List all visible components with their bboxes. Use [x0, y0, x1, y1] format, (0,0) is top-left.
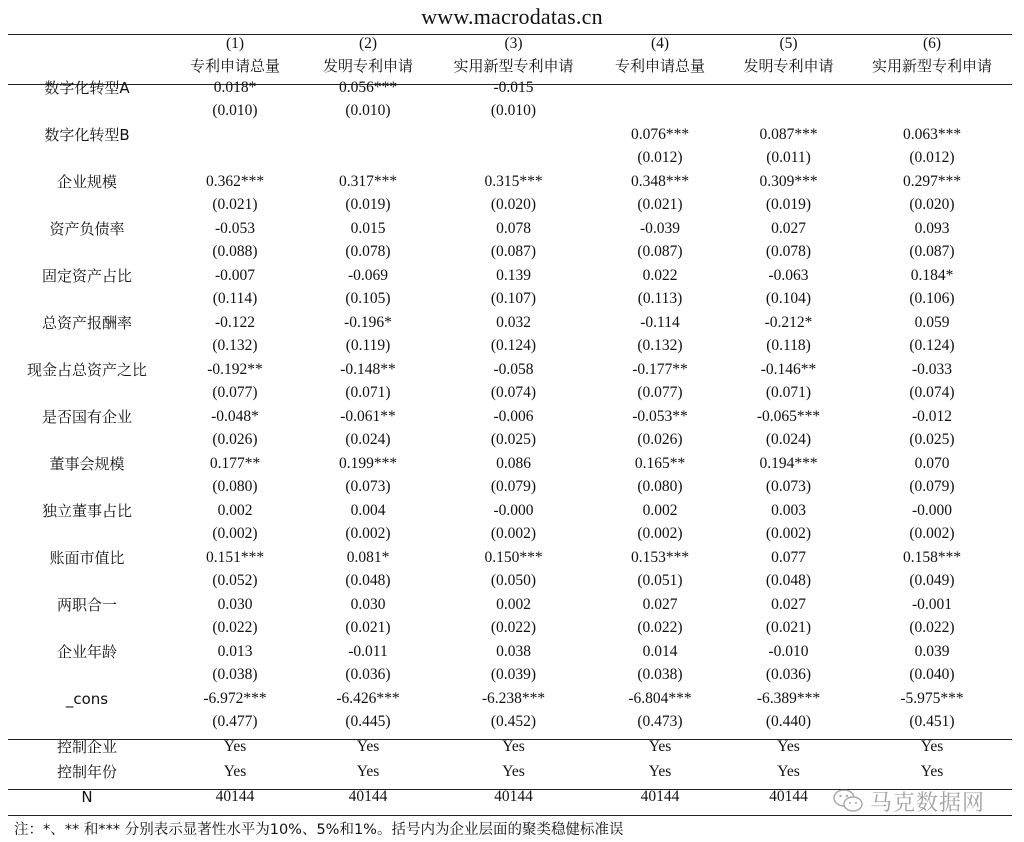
- std-error-cell: (0.039): [490, 666, 537, 684]
- std-error-cell: (0.010): [345, 102, 391, 120]
- std-error-cell: (0.074): [909, 384, 955, 402]
- std-error-cell: (0.473): [637, 713, 683, 731]
- std-error-cell: (0.022): [637, 619, 683, 637]
- coefficient-cell: 0.093: [914, 219, 950, 237]
- coefficient-cell: -0.039: [639, 219, 681, 237]
- control-value: Yes: [502, 737, 525, 755]
- coefficient-cell: -0.010: [768, 642, 809, 660]
- std-error-cell: (0.078): [765, 243, 812, 261]
- coefficient-cell: -0.061**: [340, 407, 396, 425]
- std-error-cell: (0.080): [637, 478, 683, 496]
- site-title: www.macrodatas.cn: [421, 4, 603, 29]
- control-value: Yes: [648, 737, 672, 755]
- stub-cell: [8, 523, 166, 547]
- regression-table: [8, 34, 1012, 810]
- column-name: 发明专利申请: [743, 56, 834, 75]
- coefficient-row: [8, 546, 1012, 570]
- std-error-cell: (0.114): [212, 290, 258, 308]
- coefficient-row: [8, 311, 1012, 335]
- coefficient-cell: 0.184*: [910, 266, 954, 284]
- std-error-cell: (0.132): [212, 337, 258, 355]
- coefficient-cell: -0.053: [214, 219, 256, 237]
- std-error-row: [8, 711, 1012, 735]
- variable-label: 两职合一: [56, 596, 117, 615]
- stub-cell: [8, 34, 166, 54]
- std-error-cell: (0.073): [765, 478, 812, 496]
- coefficient-cell: 0.086: [496, 454, 531, 472]
- coefficient-cell: -5.975***: [900, 689, 964, 707]
- watermark-text: 马克数据网: [870, 790, 986, 816]
- coefficient-cell: 0.063***: [902, 125, 962, 143]
- coefficient-cell: 0.014: [642, 642, 678, 660]
- std-error-cell: (0.071): [345, 384, 391, 402]
- coefficient-cell: -0.212*: [764, 313, 813, 331]
- std-error-cell: (0.002): [490, 525, 537, 543]
- std-error-cell: (0.071): [765, 384, 812, 402]
- coefficient-cell: -0.012: [911, 407, 953, 425]
- coefficient-cell: 0.002: [496, 595, 531, 613]
- std-error-cell: (0.038): [637, 666, 683, 684]
- coefficient-cell: -0.192**: [207, 360, 263, 378]
- control-value: Yes: [356, 762, 380, 780]
- coefficient-cell: 0.027: [771, 595, 806, 613]
- coefficient-cell: [725, 76, 852, 100]
- coefficient-row: [8, 640, 1012, 664]
- std-error-cell: (0.021): [637, 196, 683, 214]
- coefficient-cell: -6.389***: [756, 689, 821, 707]
- std-error-cell: (0.445): [345, 713, 391, 731]
- control-value: Yes: [920, 762, 944, 780]
- std-error-row: [8, 194, 1012, 218]
- coefficient-cell: -0.011: [348, 642, 388, 660]
- watermark: [832, 784, 1002, 818]
- std-error-cell: (0.048): [345, 572, 391, 590]
- variable-label: 账面市值比: [49, 549, 125, 568]
- std-error-cell: (0.440): [765, 713, 812, 731]
- coefficient-row: [8, 264, 1012, 288]
- variable-label: 数字化转型A: [44, 79, 130, 98]
- stub-cell: [8, 147, 166, 171]
- coefficient-cell: 0.030: [350, 595, 386, 613]
- coefficient-cell: [595, 76, 725, 100]
- coefficient-row: [8, 358, 1012, 382]
- observations-value: 40144: [494, 788, 533, 805]
- std-error-cell: (0.105): [345, 290, 391, 308]
- stub-cell: [8, 194, 166, 218]
- observations-value: 40144: [215, 788, 255, 805]
- stub-cell: [8, 617, 166, 641]
- std-error-row: [8, 147, 1012, 171]
- table-note: 注：*、** 和*** 分别表示显著性水平为10%、5%和1%。括号内为企业层面的聚类稳健标准误: [14, 822, 624, 838]
- control-value: Yes: [777, 762, 800, 780]
- std-error-cell: (0.113): [637, 290, 683, 308]
- coefficient-cell: 0.013: [217, 642, 253, 660]
- column-number: (4): [650, 35, 670, 52]
- stub-cell: [8, 664, 166, 688]
- std-error-cell: (0.118): [766, 337, 811, 355]
- coefficient-cell: [852, 76, 1012, 100]
- coefficient-cell: 0.087***: [759, 125, 818, 143]
- column-name: 实用新型专利申请: [871, 56, 992, 75]
- coefficient-cell: 0.004: [350, 501, 386, 519]
- coefficient-cell: 0.076***: [630, 125, 690, 143]
- coefficient-cell: -0.015: [493, 78, 534, 96]
- coefficient-cell: -0.177**: [632, 360, 688, 378]
- variable-label: 企业规模: [56, 173, 117, 192]
- stub-cell: [8, 429, 166, 453]
- std-error-cell: (0.021): [212, 196, 258, 214]
- std-error-cell: (0.079): [909, 478, 955, 496]
- coefficient-row: [8, 687, 1012, 711]
- coefficient-cell: -6.972***: [203, 689, 267, 707]
- column-name: 实用新型专利申请: [453, 56, 574, 75]
- coefficient-cell: 0.018*: [213, 78, 257, 96]
- std-error-cell: (0.087): [490, 243, 537, 261]
- coefficient-cell: 0.199***: [338, 454, 398, 472]
- control-row: [8, 734, 1012, 759]
- coefficient-cell: -0.069: [347, 266, 389, 284]
- std-error-cell: (0.124): [909, 337, 955, 355]
- coefficient-cell: 0.309***: [759, 172, 818, 190]
- std-error-cell: (0.026): [637, 431, 683, 449]
- coefficient-cell: -0.007: [214, 266, 256, 284]
- control-value: Yes: [356, 737, 380, 755]
- std-error-cell: (0.077): [212, 384, 258, 402]
- std-error-cell: (0.106): [909, 290, 955, 308]
- std-error-cell: (0.107): [490, 290, 537, 308]
- coefficient-cell: 0.150***: [484, 548, 543, 566]
- std-error-row: [8, 429, 1012, 453]
- column-number: (6): [922, 35, 942, 52]
- std-error-row: [8, 523, 1012, 547]
- std-error-cell: [595, 100, 725, 124]
- coefficient-cell: -0.006: [493, 407, 534, 425]
- coefficient-cell: 0.158***: [902, 548, 962, 566]
- coefficient-row: [8, 76, 1012, 100]
- std-error-cell: (0.010): [490, 102, 537, 120]
- coefficient-cell: 0.297***: [902, 172, 962, 190]
- std-error-cell: [432, 147, 595, 171]
- stub-cell: [8, 100, 166, 124]
- std-error-cell: (0.020): [909, 196, 955, 214]
- std-error-cell: (0.002): [765, 525, 812, 543]
- column-name: 专利申请总量: [614, 56, 705, 75]
- control-label: 控制年份: [56, 763, 117, 781]
- coefficient-cell: -0.148**: [340, 360, 396, 378]
- coefficient-row: [8, 593, 1012, 617]
- std-error-cell: (0.088): [212, 243, 258, 261]
- coefficient-cell: 0.077: [771, 548, 806, 566]
- std-error-cell: (0.073): [345, 478, 391, 496]
- column-number: (2): [358, 35, 378, 52]
- column-number-row: [8, 34, 1012, 54]
- std-error-cell: (0.012): [909, 149, 955, 167]
- coefficient-cell: 0.015: [350, 219, 386, 237]
- std-error-cell: (0.021): [345, 619, 391, 637]
- observations-value: 40144: [348, 788, 388, 805]
- control-row: [8, 759, 1012, 784]
- coefficient-cell: [166, 123, 304, 147]
- coefficient-cell: 0.139: [496, 266, 531, 284]
- std-error-cell: (0.079): [490, 478, 537, 496]
- variable-label: 现金占总资产之比: [26, 361, 147, 380]
- coefficient-cell: 0.039: [914, 642, 950, 660]
- std-error-cell: (0.002): [637, 525, 683, 543]
- coefficient-row: [8, 452, 1012, 476]
- coefficient-cell: 0.081*: [346, 548, 390, 566]
- std-error-cell: (0.451): [909, 713, 955, 731]
- std-error-cell: (0.019): [765, 196, 812, 214]
- std-error-cell: (0.021): [765, 619, 812, 637]
- std-error-row: [8, 241, 1012, 265]
- std-error-cell: (0.010): [212, 102, 258, 120]
- variable-label: 数字化转型B: [44, 126, 130, 145]
- std-error-cell: (0.087): [637, 243, 683, 261]
- stub-cell: [8, 241, 166, 265]
- column-name: 专利申请总量: [189, 56, 280, 75]
- control-value: Yes: [502, 762, 525, 780]
- coefficient-cell: -6.804***: [628, 689, 692, 707]
- coefficient-cell: 0.027: [642, 595, 678, 613]
- std-error-cell: (0.087): [909, 243, 955, 261]
- std-error-row: [8, 382, 1012, 406]
- coefficient-cell: 0.056***: [338, 78, 398, 96]
- stub-cell: [8, 570, 166, 594]
- std-error-cell: [852, 100, 1012, 124]
- std-error-cell: (0.074): [490, 384, 537, 402]
- stub-cell: [8, 382, 166, 406]
- std-error-cell: (0.026): [212, 431, 258, 449]
- coefficient-cell: 0.030: [217, 595, 253, 613]
- coefficient-cell: -0.000: [493, 501, 534, 519]
- std-error-cell: (0.024): [345, 431, 391, 449]
- control-label: 控制企业: [56, 738, 117, 756]
- coefficient-cell: [432, 123, 595, 147]
- column-name: 发明专利申请: [322, 56, 413, 75]
- std-error-cell: (0.002): [909, 525, 955, 543]
- coefficient-cell: -0.063: [768, 266, 809, 284]
- observations-value: 40144: [640, 788, 680, 805]
- stub-cell: [8, 335, 166, 359]
- coefficient-row: [8, 499, 1012, 523]
- std-error-cell: (0.050): [490, 572, 537, 590]
- std-error-cell: (0.080): [212, 478, 258, 496]
- std-error-cell: (0.022): [909, 619, 955, 637]
- std-error-cell: (0.132): [637, 337, 683, 355]
- coefficient-cell: 0.002: [217, 501, 253, 519]
- coefficient-cell: 0.059: [914, 313, 950, 331]
- std-error-cell: [725, 100, 852, 124]
- std-error-cell: (0.038): [212, 666, 258, 684]
- stub-cell: [8, 711, 166, 735]
- stub-cell: [8, 288, 166, 312]
- std-error-cell: (0.012): [637, 149, 683, 167]
- variable-label: 独立董事占比: [41, 502, 132, 521]
- coefficient-cell: 0.070: [914, 454, 950, 472]
- std-error-cell: (0.077): [637, 384, 683, 402]
- coefficient-row: [8, 405, 1012, 429]
- coefficient-row: [8, 170, 1012, 194]
- std-error-cell: (0.124): [490, 337, 537, 355]
- coefficient-cell: 0.153***: [630, 548, 690, 566]
- coefficient-cell: 0.165**: [634, 454, 686, 472]
- coefficient-cell: -0.146**: [760, 360, 817, 378]
- variable-label: 总资产报酬率: [41, 314, 132, 333]
- std-error-cell: (0.025): [909, 431, 955, 449]
- std-error-row: [8, 570, 1012, 594]
- stub-cell: [8, 476, 166, 500]
- std-error-cell: (0.040): [909, 666, 955, 684]
- coefficient-cell: 0.315***: [484, 172, 543, 190]
- coefficient-cell: -6.238***: [481, 689, 546, 707]
- std-error-cell: (0.024): [765, 431, 812, 449]
- coefficient-cell: 0.003: [771, 501, 806, 519]
- coefficient-cell: -0.053**: [632, 407, 688, 425]
- std-error-row: [8, 476, 1012, 500]
- coefficient-cell: -0.033: [911, 360, 953, 378]
- std-error-cell: (0.104): [765, 290, 812, 308]
- std-error-cell: (0.048): [765, 572, 812, 590]
- variable-label: 是否国有企业: [41, 408, 132, 427]
- observations-label: N: [81, 788, 93, 806]
- coefficient-cell: 0.038: [496, 642, 531, 660]
- std-error-cell: [166, 147, 304, 171]
- coefficient-cell: 0.151***: [205, 548, 265, 566]
- control-value: Yes: [223, 737, 247, 755]
- std-error-cell: (0.036): [345, 666, 391, 684]
- coefficient-cell: 0.317***: [338, 172, 398, 190]
- std-error-cell: (0.052): [212, 572, 258, 590]
- column-name-row: [8, 54, 1012, 76]
- coefficient-cell: 0.002: [642, 501, 678, 519]
- coefficient-cell: -0.122: [214, 313, 256, 331]
- coefficient-cell: [304, 123, 432, 147]
- column-number: (3): [504, 35, 523, 52]
- std-error-cell: (0.020): [490, 196, 537, 214]
- coefficient-row: [8, 217, 1012, 241]
- coefficient-cell: -0.048*: [211, 407, 259, 425]
- std-error-cell: (0.477): [212, 713, 258, 731]
- std-error-cell: (0.002): [345, 525, 391, 543]
- coefficient-cell: -0.058: [493, 360, 534, 378]
- control-value: Yes: [920, 737, 944, 755]
- variable-label: 企业年龄: [56, 643, 117, 662]
- std-error-cell: (0.022): [490, 619, 537, 637]
- coefficient-cell: -0.114: [640, 313, 680, 331]
- coefficient-cell: 0.027: [771, 219, 806, 237]
- coefficient-cell: 0.194***: [759, 454, 818, 472]
- std-error-row: [8, 664, 1012, 688]
- coefficient-cell: 0.177**: [209, 454, 261, 472]
- std-error-row: [8, 617, 1012, 641]
- control-value: Yes: [777, 737, 800, 755]
- std-error-cell: (0.452): [490, 713, 537, 731]
- variable-label: 资产负债率: [49, 220, 125, 239]
- std-error-cell: (0.036): [765, 666, 812, 684]
- column-number: (5): [779, 35, 798, 52]
- std-error-cell: (0.049): [909, 572, 955, 590]
- std-error-cell: (0.002): [212, 525, 258, 543]
- coefficient-cell: -0.001: [911, 595, 953, 613]
- variable-label: 固定资产占比: [41, 267, 132, 286]
- coefficient-cell: 0.078: [496, 219, 531, 237]
- std-error-cell: (0.025): [490, 431, 537, 449]
- std-error-cell: (0.022): [212, 619, 258, 637]
- std-error-cell: [304, 147, 432, 171]
- std-error-cell: (0.078): [345, 243, 391, 261]
- stub-cell: [8, 54, 166, 76]
- coefficient-row: [8, 123, 1012, 147]
- std-error-row: [8, 100, 1012, 124]
- variable-label: _cons: [65, 689, 109, 708]
- std-error-cell: (0.019): [345, 196, 391, 214]
- coefficient-cell: 0.022: [642, 266, 678, 284]
- variable-label: 董事会规模: [49, 455, 125, 474]
- std-error-row: [8, 335, 1012, 359]
- coefficient-cell: -0.000: [911, 501, 953, 519]
- control-value: Yes: [223, 762, 247, 780]
- control-value: Yes: [648, 762, 672, 780]
- coefficient-cell: 0.348***: [630, 172, 690, 190]
- observations-value: 40144: [769, 788, 808, 805]
- coefficient-cell: 0.362***: [205, 172, 265, 190]
- coefficient-cell: 0.032: [496, 313, 531, 331]
- std-error-row: [8, 288, 1012, 312]
- coefficient-cell: -0.196*: [344, 313, 392, 331]
- coefficient-cell: -6.426***: [336, 689, 400, 707]
- std-error-cell: (0.011): [766, 149, 811, 167]
- coefficient-cell: -0.065***: [756, 407, 821, 425]
- std-error-cell: (0.119): [345, 337, 391, 355]
- column-number: (1): [225, 35, 245, 52]
- wechat-icon: [832, 787, 864, 815]
- std-error-cell: (0.051): [637, 572, 683, 590]
